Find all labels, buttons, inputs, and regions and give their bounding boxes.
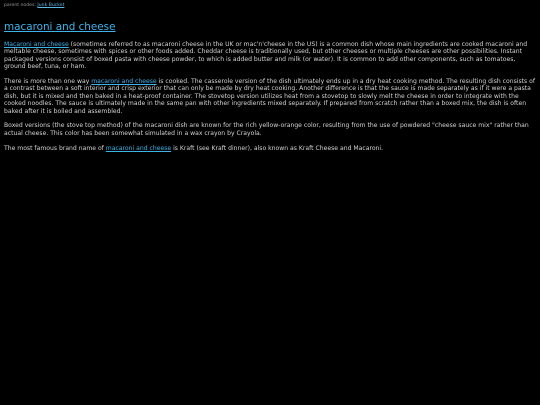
paragraph-4 — [4, 145, 536, 152]
paragraph-1 — [4, 41, 536, 71]
paragraph-2 — [4, 78, 536, 115]
paragraph-text: is cooked. The casserole version of the dish ultimately ends up in a dry heat cooking method. The resulting dish consists of a contrast between a soft interior and crisp exterior that can only be made by dry heat cooking. Another difference is that the sauce is made separately as if it were a pasta dish, but it is mixed and then baked in a heat-proof container. The stovetop version utilizes heat from a stovetop to slowly melt the cheese in order to integrate with the cooked noodles. The sauce is ultimately made in the same pan with other ingredients mixed separately. If prepared from scratch rather than a boxed mix, the dish is often baked after it is boiled and assembled. — [4, 78, 536, 115]
parent-nodes — [4, 3, 64, 9]
paragraph-text: There is more than one way — [4, 78, 92, 86]
parent-nodes-label: parent nodes: — [4, 3, 36, 8]
page-title[interactable]: macaroni and cheese — [4, 21, 116, 33]
article-body — [4, 41, 536, 159]
macaroni-and-cheese-link[interactable]: macaroni and cheese — [91, 78, 157, 86]
paragraph-text: is Kraft (see Kraft dinner), also known as Kraft Cheese and Macaroni. — [171, 144, 384, 152]
paragraph-text: Boxed versions (the stove top method) of the macaroni dish are known for the rich yellow-orange color, resulting from the use of powdered "cheese sauce mix" rather than actual cheese. This color has been somewhat simulated in a wax crayon by Crayola. — [4, 122, 529, 137]
macaroni-and-cheese-link[interactable]: Macaroni and cheese — [4, 41, 69, 48]
paragraph-3 — [4, 122, 536, 137]
parent-node-link[interactable]: Junk Bucket — [37, 3, 65, 8]
macaroni-and-cheese-link[interactable]: macaroni and cheese — [105, 144, 172, 152]
paragraph-text: (sometimes referred to as macaroni cheese in the UK or mac'n'cheese in the US) is a common dish whose main ingredients are cooked macaroni and meltable cheese, sometimes with spices or other foods added. Cheddar cheese is traditionally used, but other cheeses or multiple cheeses are other possibilities. Instant packaged versions consist of boxed pasta with cheese powder, to which is added butter and milk (or water). It is common to add other components, such as tomatoes, ground beef, tuna, or ham. — [4, 41, 528, 71]
paragraph-text: The most famous brand name of — [4, 144, 106, 152]
